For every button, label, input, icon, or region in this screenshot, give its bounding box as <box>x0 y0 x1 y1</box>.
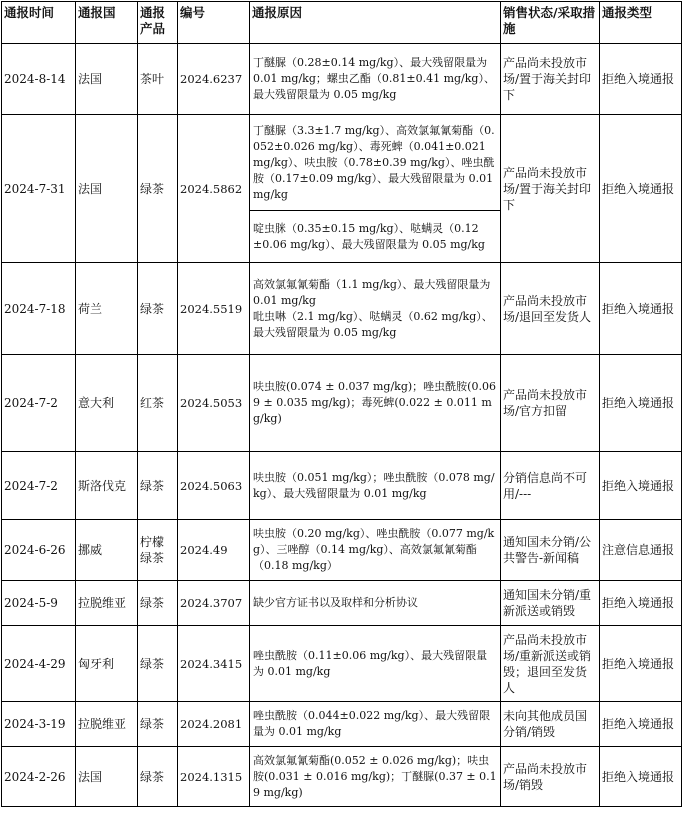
cell-country: 法国 <box>76 115 138 263</box>
cell-status: 产品尚未投放市场/置于海关封印下 <box>501 44 600 115</box>
cell-country: 意大利 <box>76 355 138 452</box>
reason-line: 吡虫啉（2.1 mg/kg）、哒螨灵（0.62 mg/kg）、最大残留限量为 0.05 mg/kg <box>253 309 493 339</box>
cell-product: 绿茶 <box>138 702 178 747</box>
cell-country: 法国 <box>76 44 138 115</box>
cell-reason: 唑虫酰胺（0.044±0.022 mg/kg）、最大残留限量为 0.01 mg/kg <box>250 702 501 747</box>
cell-reason <box>250 263 501 355</box>
cell-date: 2024-5-9 <box>2 581 76 626</box>
cell-status: 产品尚未投放市场/官方扣留 <box>501 355 600 452</box>
cell-type: 注意信息通报 <box>600 520 682 581</box>
cell-status: 产品尚未投放市场/退回至发货人 <box>501 263 600 355</box>
cell-country: 匈牙利 <box>76 626 138 702</box>
table-row <box>2 44 682 115</box>
cell-status: 通知国未分销/公共警告-新闻稿 <box>501 520 600 581</box>
cell-number: 2024.2081 <box>178 702 250 747</box>
table-row <box>2 747 682 807</box>
cell-reason: 缺少官方证书以及取样和分析协议 <box>250 581 501 626</box>
cell-status: 产品尚未投放市场/置于海关封印下 <box>501 115 600 263</box>
cell-product: 红茶 <box>138 355 178 452</box>
cell-reason-continued: 啶虫脒（0.35±0.15 mg/kg）、哒螨灵（0.12±0.06 mg/kg）、最大残留限量为 0.05 mg/kg <box>250 211 501 263</box>
cell-number: 2024.3415 <box>178 626 250 702</box>
cell-reason: 丁醚脲（0.28±0.14 mg/kg）、最大残留限量为 0.01 mg/kg；螺虫乙酯（0.81±0.41 mg/kg）、最大残留限量为 0.05 mg/kg <box>250 44 501 115</box>
header-product: 通报产品 <box>138 2 178 44</box>
cell-status: 产品尚未投放市场/重新派送或销毁；退回至发货人 <box>501 626 600 702</box>
cell-reason: 呋虫胺(0.074 ± 0.037 mg/kg)；唑虫酰胺(0.069 ± 0.035 mg/kg)；毒死蜱(0.022 ± 0.011 mg/kg) <box>250 355 501 452</box>
cell-product: 绿茶 <box>138 263 178 355</box>
cell-reason: 高效氯氟氰菊酯(0.052 ± 0.026 mg/kg)；呋虫胺(0.031 ± 0.016 mg/kg)；丁醚脲(0.37 ± 0.19 mg/kg) <box>250 747 501 807</box>
cell-type: 拒绝入境通报 <box>600 115 682 263</box>
cell-country: 拉脱维亚 <box>76 702 138 747</box>
cell-number: 2024.6237 <box>178 44 250 115</box>
cell-number: 2024.1315 <box>178 747 250 807</box>
cell-date: 2024-6-26 <box>2 520 76 581</box>
notification-table <box>1 1 682 807</box>
table-row <box>2 581 682 626</box>
cell-reason: 呋虫胺（0.20 mg/kg）、唑虫酰胺（0.077 mg/kg）、三唑醇（0.14 mg/kg）、高效氯氟氰菊酯（0.18 mg/kg） <box>250 520 501 581</box>
cell-reason: 呋虫胺（0.051 mg/kg）；唑虫酰胺（0.078 mg/kg）、最大残留限量为 0.01 mg/kg <box>250 452 501 520</box>
cell-number: 2024.5063 <box>178 452 250 520</box>
header-date: 通报时间 <box>2 2 76 44</box>
header-country: 通报国 <box>76 2 138 44</box>
cell-country: 拉脱维亚 <box>76 581 138 626</box>
cell-type: 拒绝入境通报 <box>600 581 682 626</box>
cell-type: 拒绝入境通报 <box>600 626 682 702</box>
cell-date: 2024-7-18 <box>2 263 76 355</box>
cell-type: 拒绝入境通报 <box>600 44 682 115</box>
cell-type: 拒绝入境通报 <box>600 702 682 747</box>
table-row <box>2 355 682 452</box>
cell-type: 拒绝入境通报 <box>600 263 682 355</box>
cell-product: 柠檬绿茶 <box>138 520 178 581</box>
table-row <box>2 263 682 355</box>
cell-date: 2024-8-14 <box>2 44 76 115</box>
table-row <box>2 115 682 211</box>
header-reason: 通报原因 <box>250 2 501 44</box>
cell-type: 拒绝入境通报 <box>600 747 682 807</box>
cell-number: 2024.5862 <box>178 115 250 263</box>
cell-reason: 丁醚脲（3.3±1.7 mg/kg）、高效氯氟氰菊酯（0.052±0.026 mg/kg）、毒死蜱（0.041±0.021 mg/kg）、呋虫胺（0.78±0.39 mg/kg）、唑虫酰胺（0.17±0.09 mg/kg）、最大残留限量为 0.01 mg/kg <box>250 115 501 211</box>
table-row <box>2 452 682 520</box>
header-status: 销售状态/采取措施 <box>501 2 600 44</box>
cell-country: 挪威 <box>76 520 138 581</box>
header-type: 通报类型 <box>600 2 682 44</box>
cell-country: 荷兰 <box>76 263 138 355</box>
cell-date: 2024-4-29 <box>2 626 76 702</box>
cell-product: 绿茶 <box>138 452 178 520</box>
table-row <box>2 520 682 581</box>
cell-country: 法国 <box>76 747 138 807</box>
header-number: 编号 <box>178 2 250 44</box>
cell-date: 2024-7-2 <box>2 452 76 520</box>
cell-type: 拒绝入境通报 <box>600 355 682 452</box>
cell-number: 2024.5519 <box>178 263 250 355</box>
cell-date: 2024-2-26 <box>2 747 76 807</box>
cell-date: 2024-7-2 <box>2 355 76 452</box>
cell-reason: 唑虫酰胺（0.11±0.06 mg/kg）、最大残留限量为 0.01 mg/kg <box>250 626 501 702</box>
cell-date: 2024-7-31 <box>2 115 76 263</box>
cell-status: 产品尚未投放市场/销毁 <box>501 747 600 807</box>
cell-number: 2024.5053 <box>178 355 250 452</box>
cell-product: 绿茶 <box>138 747 178 807</box>
cell-number: 2024.3707 <box>178 581 250 626</box>
reason-line: 高效氯氟氰菊酯（1.1 mg/kg）、最大残留限量为 0.01 mg/kg <box>253 277 491 307</box>
cell-status: 未向其他成员国分销/销毁 <box>501 702 600 747</box>
table-row <box>2 702 682 747</box>
cell-date: 2024-3-19 <box>2 702 76 747</box>
cell-product: 绿茶 <box>138 581 178 626</box>
table-row <box>2 626 682 702</box>
cell-number: 2024.49 <box>178 520 250 581</box>
header-row <box>2 2 682 44</box>
cell-product: 茶叶 <box>138 44 178 115</box>
cell-product: 绿茶 <box>138 115 178 263</box>
cell-product: 绿茶 <box>138 626 178 702</box>
cell-type: 拒绝入境通报 <box>600 452 682 520</box>
cell-status: 通知国未分销/重新派送或销毁 <box>501 581 600 626</box>
cell-country: 斯洛伐克 <box>76 452 138 520</box>
cell-status: 分销信息尚不可用/--- <box>501 452 600 520</box>
